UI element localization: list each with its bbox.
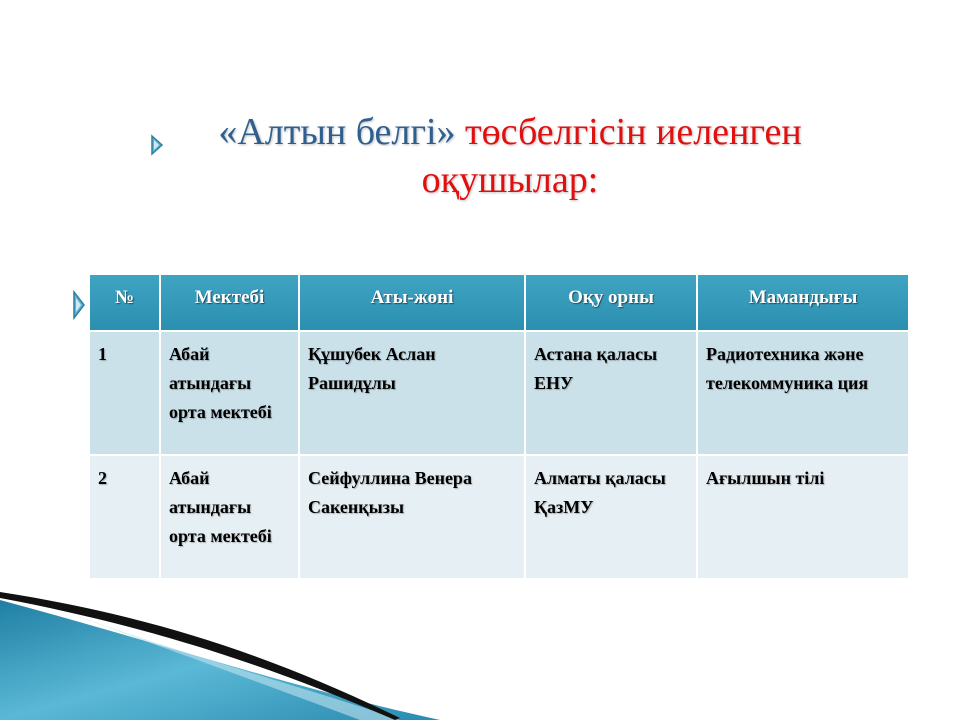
header-study-place: Оқу орны [525,275,697,331]
bullet-arrow-icon [150,120,164,168]
table-row [90,331,908,455]
table-row [90,455,908,578]
cell-study-place: Алматы қаласы ҚазМУ [525,455,697,578]
cell-name: Құшубек Аслан Рашидұлы [299,331,525,455]
cell-school: Абай атындағы орта мектебі [160,455,299,578]
title-line-2: оқушылар: [421,159,599,201]
students-table [90,275,908,578]
slide-title [150,108,870,204]
table-header-row [90,275,908,331]
title-rest: төсбелгісін иеленген [465,111,802,153]
cell-study-place: Астана қаласы ЕНУ [525,331,697,455]
header-specialty: Мамандығы [697,275,908,331]
cell-school: Абай атындағы орта мектебі [160,331,299,455]
cell-number: 2 [90,455,160,578]
header-number: № [90,275,160,331]
cell-specialty: Ағылшын тілі [697,455,908,578]
decorative-wave [0,580,960,720]
title-line-1 [150,108,870,156]
cell-specialty: Радиотехника және телекоммуника ция [697,331,908,455]
table-bullet-icon [72,290,86,325]
title-quoted: «Алтын белгі» [218,111,456,153]
header-name: Аты-жөні [299,275,525,331]
cell-name: Сейфуллина Венера Сакенқызы [299,455,525,578]
header-school: Мектебі [160,275,299,331]
cell-number: 1 [90,331,160,455]
